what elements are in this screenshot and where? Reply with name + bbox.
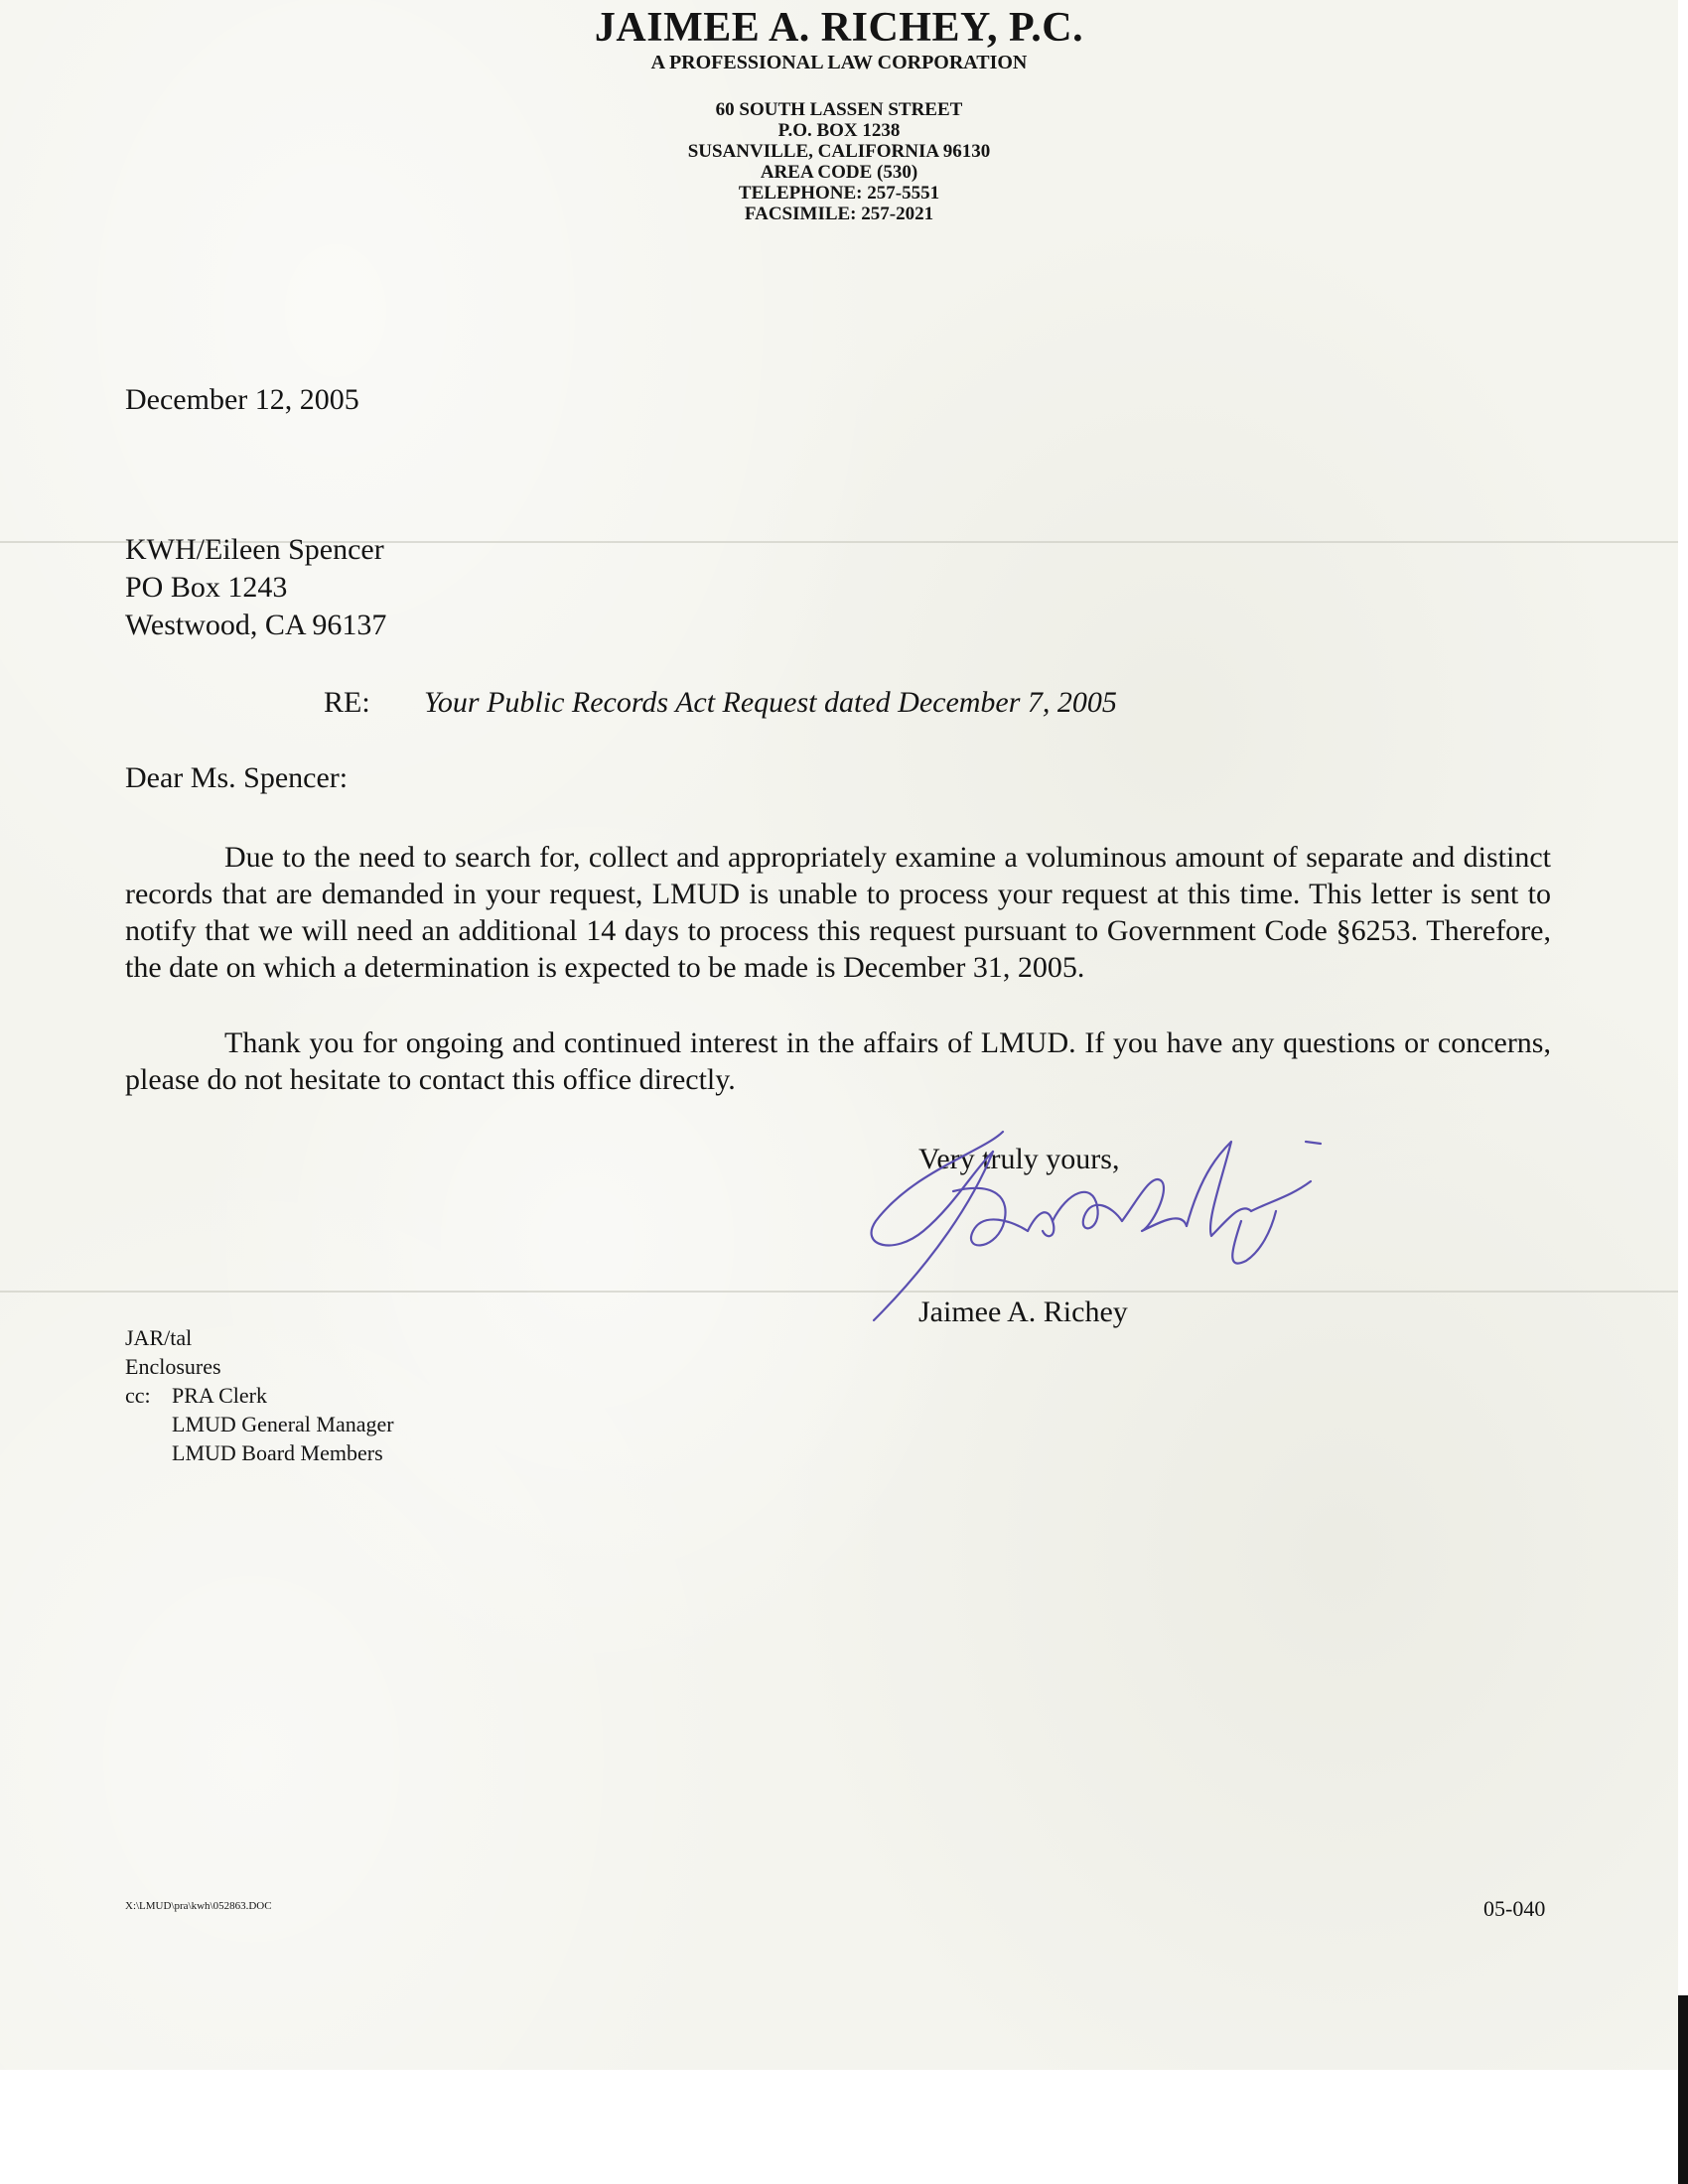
cc-recipient: LMUD Board Members (172, 1440, 383, 1465)
cc-recipient: PRA Clerk (172, 1383, 267, 1408)
letter-date: December 12, 2005 (125, 383, 359, 416)
scan-edge (1678, 1995, 1688, 2184)
cc-recipient: LMUD General Manager (172, 1412, 394, 1436)
document-number: 05-040 (1483, 1896, 1546, 1921)
firm-name: JAIMEE A. RICHEY, P.C. (594, 5, 1084, 51)
re-subject: Your Public Records Act Request dated December 7, 2005 (424, 686, 1117, 719)
address-street: 60 SOUTH LASSEN STREET (715, 99, 963, 120)
address-area-code: AREA CODE (530) (760, 162, 918, 183)
re-label: RE: (324, 686, 370, 719)
body-paragraph: Due to the need to search for, collect and appropriately examine a voluminous amount of separate and distinct records that are demanded in your request, LMUD is unable to process your request at this time. This letter is sent to notify that we will need an additional 14 days to process this request pursuant to Government Code §6253. Therefore, the date on which a determination is expected to be made is December 31, 2005. (125, 841, 1551, 984)
recipient-address: PO Box 1243 (125, 571, 288, 604)
enclosures-note: Enclosures (125, 1354, 221, 1379)
address-facsimile: FACSIMILE: 257-2021 (744, 204, 934, 224)
firm-subtitle: A PROFESSIONAL LAW CORPORATION (650, 52, 1028, 73)
complimentary-close: Very truly yours, (918, 1143, 1120, 1175)
salutation: Dear Ms. Spencer: (125, 761, 349, 794)
paper-fold-line (0, 1291, 1678, 1293)
recipient-city: Westwood, CA 96137 (125, 609, 387, 641)
address-telephone: TELEPHONE: 257-5551 (738, 183, 940, 204)
cc-label: cc: (125, 1383, 151, 1408)
body-paragraph: Thank you for ongoing and continued interest in the affairs of LMUD. If you have any questions or concerns, please do not hesitate to contact this office directly. (125, 1026, 1551, 1096)
address-city: SUSANVILLE, CALIFORNIA 96130 (687, 141, 991, 162)
firm-address (0, 99, 1678, 224)
address-po-box: P.O. BOX 1238 (777, 120, 901, 141)
file-path: X:\LMUD\pra\kwh\052863.DOC (125, 1900, 272, 1912)
recipient-name: KWH/Eileen Spencer (125, 533, 384, 566)
typist-initials: JAR/tal (125, 1325, 193, 1350)
signer-name: Jaimee A. Richey (918, 1296, 1128, 1328)
